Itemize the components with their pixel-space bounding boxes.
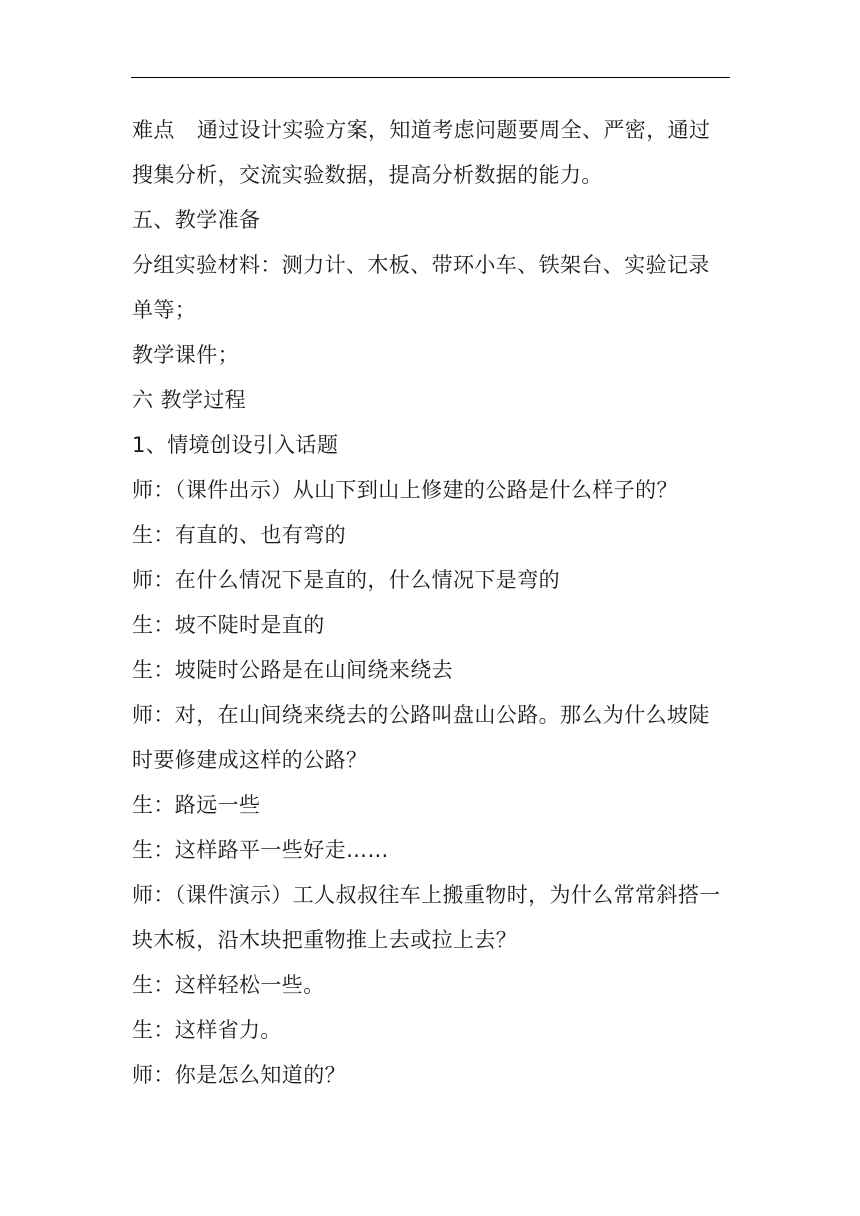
dialogue-line: 师：（课件演示）工人叔叔往车上搬重物时，为什么常常斜搭一块木板，沿木块把重物推上去或拉上去？ [132,883,721,952]
dialogue-line: 生：这样路平一些好走…… [132,838,389,862]
document-body [132,108,730,1098]
courseware-paragraph: 教学课件； [132,343,239,367]
dialogue-line: 师：你是怎么知道的？ [132,1063,346,1087]
dialogue-line: 生：这样轻松一些。 [132,973,325,997]
dialogue-line: 生：坡不陡时是直的 [132,613,325,637]
dialogue-line: 生：坡陡时公路是在山间绕来绕去 [132,658,453,682]
dialogue-line: 师：在什么情况下是直的，什么情况下是弯的 [132,568,560,592]
materials-paragraph: 分组实验材料：测力计、木板、带环小车、铁架台、实验记录单等； [132,253,710,322]
difficulty-text: 通过设计实验方案，知道考虑问题要周全、严密，通过搜集分析，交流实验数据，提高分析数据的能力。 [132,118,711,187]
header-rule [131,77,730,78]
dialogue-line: 生：这样省力。 [132,1018,282,1042]
dialogue-line: 生：有直的、也有弯的 [132,523,346,547]
section-five-heading: 五、教学准备 [132,208,261,232]
dialogue-line: 师：（课件出示）从山下到山上修建的公路是什么样子的？ [132,478,678,502]
dialogue-line: 生：路远一些 [132,793,261,817]
dialogue-line: 师：对，在山间绕来绕去的公路叫盘山公路。那么为什么坡陡时要修建成这样的公路？ [132,703,710,772]
section-six-heading: 六 教学过程 [132,388,247,412]
difficulty-label: 难点 [132,118,175,142]
step-one-heading: 1、情境创设引入话题 [132,433,339,457]
difficulty-paragraph [132,108,730,198]
